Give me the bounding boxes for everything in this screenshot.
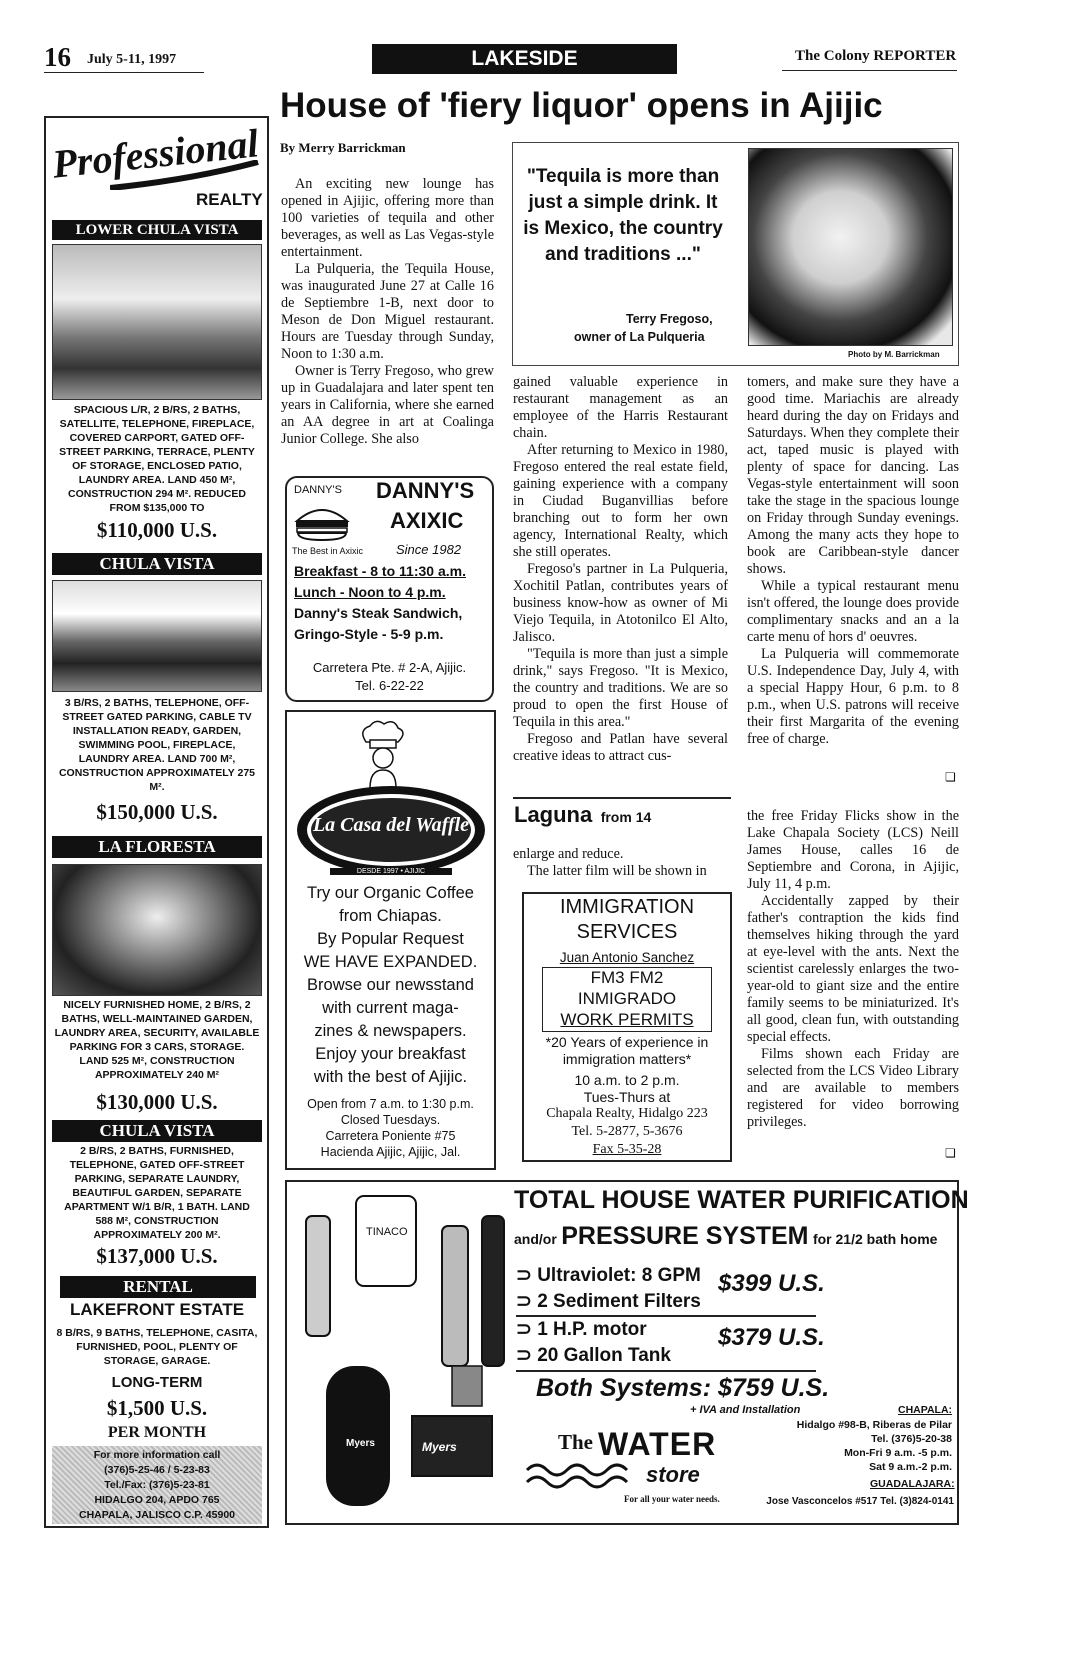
- listing-price: $150,000 U.S.: [96, 800, 218, 824]
- realty-brand-script: Professional: [50, 120, 261, 187]
- arrow-icon: ⊃: [516, 1265, 538, 1286]
- water-price-b: $379 U.S.: [718, 1324, 825, 1351]
- water-iva: + IVA and Installation: [690, 1404, 801, 1416]
- listing-description: 2 B/RS, 2 BATHS, FURNISHED, TELEPHONE, GATED OFF-STREET PARKING, SEPARATE LAUNDRY, BEAUTIFUL GARDEN, SEPARATE APARTMENT W/1 B/R, 1 BATH. LAND 588 M², CONSTRUCTION APPROXIMATELY 200 M².: [64, 1145, 250, 1241]
- realty-contact-text: [52, 1448, 262, 1523]
- immigration-fax: Fax 5-35-28: [592, 1142, 662, 1157]
- for-home-label: for 21/2 bath home: [812, 1231, 938, 1247]
- laguna-paragraph: Accidentally zapped by their father's contraption the kids find themselves hiking through the yard at eye-level with the ants. Next the scientist carelessly enlarges the two-year-old to giant size and the entire family seems to be miniaturized. It's all good, clean fun, with outstanding special effects.: [747, 893, 959, 1045]
- article-paragraph: La Pulqueria will commemorate U.S. Independence Day, July 4, with a special Happy Hour, 6 p.m. to 8 p.m., when U.S. patrons will receive their first Margarita of the evening free of charge.: [747, 646, 959, 747]
- water-tagline: For all your water needs.: [624, 1494, 720, 1504]
- water-both-systems: Both Systems: $759 U.S.: [536, 1374, 830, 1402]
- waffle-line: with the best of Ajijic.: [313, 1068, 468, 1086]
- laguna-rule: [513, 797, 731, 799]
- dannys-special-1: Danny's Steak Sandwich,: [294, 605, 463, 621]
- header-rule-left: [44, 72, 204, 73]
- article-paragraph: Fregoso's partner in La Pulqueria, Xochitil Patlan, contributes years of business know-how as owner of Mi Viejo Tequila, in Atotonilco El Alto, Jalisco.: [513, 561, 728, 645]
- laguna-title: [514, 802, 651, 828]
- section-label: LAKESIDE: [372, 44, 677, 74]
- rental-price: $1,500 U.S.: [106, 1396, 208, 1420]
- burger-icon: [293, 503, 351, 541]
- water-item-4: [516, 1344, 671, 1367]
- end-mark: ❏: [945, 770, 956, 784]
- chapala-head: CHAPALA:: [898, 1404, 953, 1416]
- waffle-line: zines & newspapers.: [314, 1022, 467, 1040]
- contact-line: (376)5-25-46 / 5-23-83: [104, 1464, 210, 1476]
- water-item-2: [516, 1290, 701, 1313]
- waffle-line: WE HAVE EXPANDED.: [303, 953, 478, 971]
- pullquote-text: "Tequila is more than just a simple drink. It is Mexico, the country and traditions ...": [523, 166, 723, 265]
- listing-band: LA FLORESTA: [52, 836, 262, 858]
- waffle-logo-sub: DESDE 1997 • AJIJIC: [330, 868, 452, 875]
- dannys-town: AXIXIC: [390, 508, 464, 533]
- listing-band: CHULA VISTA: [52, 553, 262, 575]
- waffle-line: from Chiapas.: [339, 907, 442, 925]
- laguna-from: from 14: [600, 809, 652, 825]
- waffle-line: Browse our newsstand: [307, 976, 474, 994]
- page-number: 16: [44, 42, 71, 72]
- laguna-column-1: [513, 846, 731, 880]
- waffle-small-line: Closed Tuesdays.: [340, 1113, 441, 1127]
- myers-label-pump: Myers: [422, 1440, 457, 1454]
- pressure-label: PRESSURE SYSTEM: [561, 1222, 809, 1250]
- listing-photo: [52, 244, 262, 400]
- rental-per: PER MONTH: [107, 1424, 207, 1441]
- listing-description: NICELY FURNISHED HOME, 2 B/RS, 2 BATHS, WELL-MAINTAINED GARDEN, LAUNDRY AREA, SECURITY, AVAILABLE PARKING FOR 3 CARS, STORAGE. LAND 525 M², CONSTRUCTION APPROXIMATELY 240 M²: [54, 999, 260, 1081]
- water-item-3: [516, 1318, 647, 1341]
- water-price-a: $399 U.S.: [718, 1270, 825, 1297]
- immigration-title-2: SERVICES: [576, 921, 678, 943]
- immigration-permit-2: INMIGRADO: [577, 989, 677, 1008]
- item-text: 20 Gallon Tank: [537, 1345, 671, 1366]
- immigration-tel: Tel. 5-2877, 5-3676: [571, 1124, 683, 1139]
- dannys-tel: Tel. 6-22-22: [355, 678, 424, 693]
- chapala-info: [760, 1418, 952, 1474]
- immigration-place: Chapala Realty, Hidalgo 223: [546, 1106, 708, 1121]
- photo-credit: Photo by M. Barrickman: [848, 350, 940, 359]
- waffle-line: Enjoy your breakfast: [315, 1045, 466, 1063]
- arrow-icon: ⊃: [516, 1291, 538, 1312]
- gdl-line: Jose Vasconcelos #517 Tel. (3)824-0141: [766, 1496, 954, 1507]
- immigration-title-1: IMMIGRATION: [559, 896, 695, 918]
- listing-price: $130,000 U.S.: [96, 1090, 218, 1114]
- laguna-column-2: [747, 808, 959, 1131]
- tank-label: TINACO: [366, 1226, 408, 1238]
- contact-line: For more information call: [93, 1449, 221, 1461]
- contact-line: Tel./Fax: (376)5-23-81: [104, 1479, 210, 1491]
- dannys-special-2: Gringo-Style - 5-9 p.m.: [294, 626, 444, 642]
- waffle-line: Try our Organic Coffee: [307, 884, 474, 902]
- immigration-permit-1: FM3 FM2: [590, 968, 664, 987]
- waffle-small-line: Carretera Poniente #75: [325, 1129, 456, 1143]
- laguna-paragraph: enlarge and reduce.: [513, 846, 624, 862]
- article-column-3: [747, 374, 959, 748]
- waffle-line: with current maga-: [322, 999, 459, 1017]
- item-text: Ultraviolet: 8 GPM: [537, 1265, 701, 1286]
- immigration-agent: Juan Antonio Sanchez: [559, 950, 695, 965]
- pullquote-name: Terry Fregoso,: [626, 312, 713, 326]
- chapala-line: Tel. (376)5-20-38: [871, 1433, 952, 1445]
- waffle-copy: [287, 882, 494, 1089]
- waffle-small-line: Hacienda Ajijic, Ajijic, Jal.: [320, 1145, 461, 1159]
- water-logo-store: store: [646, 1462, 700, 1487]
- waffle-small-line: Open from 7 a.m. to 1:30 p.m.: [307, 1097, 474, 1111]
- waffle-small-print: [287, 1096, 494, 1160]
- chapala-line: Mon-Fri 9 a.m. -5 p.m.: [844, 1447, 952, 1459]
- article-paragraph: After returning to Mexico in 1980, Fregoso entered the real estate field, gaining experience with a company in Ciudad Buganvillias before branching out to form her own agency, International Realty, which she still operates.: [513, 442, 728, 560]
- listing-band: LOWER CHULA VISTA: [52, 220, 262, 240]
- header-rule-right: [782, 70, 957, 71]
- arrow-icon: ⊃: [516, 1319, 538, 1340]
- dannys-big-name: DANNY'S: [376, 478, 475, 503]
- gdl-head: GUADALAJARA:: [870, 1478, 955, 1490]
- laguna-paragraph: The latter film will be shown in: [527, 863, 707, 879]
- water-logo-word: WATER: [598, 1426, 717, 1462]
- water-wave-icon: [525, 1460, 635, 1494]
- rental-band: RENTAL: [60, 1276, 256, 1298]
- item-text: 2 Sediment Filters: [537, 1291, 701, 1312]
- chapala-line: Hidalgo #98-B, Riberas de Pilar: [796, 1419, 952, 1431]
- article-column-1: [281, 176, 494, 448]
- listing-photo: [52, 580, 262, 692]
- arrow-icon: ⊃: [516, 1345, 538, 1366]
- listing-price: $137,000 U.S.: [96, 1244, 218, 1268]
- article-paragraph: Owner is Terry Fregoso, who grew up in Guadalajara and later spent ten years in California, where she earned an AA degree in art at Coalinga Junior College. She also: [281, 363, 494, 447]
- article-paragraph: La Pulqueria, the Tequila House, was inaugurated June 27 at Calle 16 de Septiembre 1-B, next door to Meson de Don Miguel restaurant. Hours are Tuesday through Sunday, Noon to 1:30 a.m.: [281, 261, 494, 362]
- listing-band: CHULA VISTA: [52, 1120, 262, 1142]
- contact-line: HIDALGO 204, APDO 765: [94, 1494, 220, 1506]
- dannys-lunch: Lunch - Noon to 4 p.m.: [294, 584, 446, 600]
- portrait-photo: [748, 148, 953, 346]
- laguna-end-mark: ❏: [945, 1146, 956, 1160]
- waffle-logo-text: La Casa del Waffle: [312, 814, 470, 836]
- listing-description: 3 B/RS, 2 BATHS, TELEPHONE, OFF-STREET GATED PARKING, CABLE TV INSTALLATION READY, GARDEN, SWIMMING POOL, FIREPLACE, LAUNDRY AREA. LAND 700 M², CONSTRUCTION APPROXIMATELY 275 M².: [58, 697, 256, 793]
- chapala-line: Sat 9 a.m.-2 p.m.: [869, 1461, 952, 1473]
- water-divider: [516, 1370, 816, 1372]
- water-divider: [516, 1315, 816, 1317]
- water-logo-the: The: [558, 1430, 594, 1454]
- realty-swoosh: [110, 160, 260, 190]
- issue-date: July 5-11, 1997: [87, 52, 177, 67]
- article-paragraph: "Tequila is more than just a simple drink," says Fregoso. "It is Mexico, the country and traditions. We are so proud to open the first House of Tequila in this area.": [513, 646, 728, 730]
- dannys-address: Carretera Pte. # 2-A, Ajijic.: [312, 660, 467, 675]
- item-text: 1 H.P. motor: [537, 1319, 647, 1340]
- article-paragraph: Fregoso and Patlan have several creative ideas to attract cus-: [513, 731, 728, 764]
- myers-label-tank: Myers: [346, 1438, 375, 1449]
- article-paragraph: An exciting new lounge has opened in Ajijic, offering more than 100 varieties of tequila and other beverages, as well as Las Vegas-style entertainment.: [281, 176, 494, 260]
- dannys-small-name: DANNY'S: [294, 484, 342, 496]
- water-item-1: [516, 1264, 701, 1287]
- dannys-since: Since 1982: [396, 542, 462, 557]
- rental-description: 8 B/RS, 9 BATHS, TELEPHONE, CASITA, FURNISHED, POOL, PLENTY OF STORAGE, GARAGE.: [56, 1327, 258, 1367]
- laguna-word: Laguna: [514, 802, 593, 827]
- immigration-experience: *20 Years of experience in immigration matters*: [545, 1034, 709, 1067]
- water-pressure-line: [514, 1222, 937, 1251]
- dannys-best: The Best in Axixic: [292, 546, 364, 556]
- listing-description: SPACIOUS L/R, 2 B/RS, 2 BATHS, SATELLITE, TELEPHONE, FIREPLACE, COVERED CARPORT, GATED OFF-STREET PARKING, TERRACE, PLENTY OF STORAGE, ENCLOSED PATIO, LAUNDRY AREA. LAND 450 M², CONSTRUCTION 294 M². REDUCED FROM $135,000 TO: [59, 404, 255, 514]
- pullquote-title: owner of La Pulqueria: [574, 330, 705, 344]
- waffle-line: By Popular Request: [317, 930, 464, 948]
- article-paragraph: gained valuable experience in restaurant management as an employee of the Harris Restaurant chain.: [513, 374, 728, 441]
- rental-title: LAKEFRONT ESTATE: [69, 1300, 245, 1319]
- and-or-label: and/or: [514, 1231, 557, 1247]
- water-title: TOTAL HOUSE WATER PURIFICATION: [514, 1186, 969, 1214]
- contact-line: CHAPALA, JALISCO C.P. 45900: [79, 1509, 235, 1521]
- dannys-breakfast: Breakfast - 8 to 11:30 a.m.: [294, 563, 466, 579]
- laguna-paragraph: Films shown each Friday are selected from the LCS Video Library and are available to members registered for video borrowing privileges.: [747, 1046, 959, 1130]
- paper-name: The Colony REPORTER: [795, 48, 957, 64]
- headline: House of 'fiery liquor' opens in Ajijic: [280, 86, 883, 125]
- immigration-days: Tues-Thurs at: [583, 1089, 671, 1105]
- immigration-hours: 10 a.m. to 2 p.m.: [574, 1072, 680, 1088]
- article-paragraph: While a typical restaurant menu isn't offered, the lounge does provide complimentary snacks and an a la carte menu of hors d' oeuvres.: [747, 578, 959, 645]
- byline: By Merry Barrickman: [280, 140, 406, 155]
- laguna-paragraph: the free Friday Flicks show in the Lake Chapala Society (LCS) Neill James House, calles 16 de Septiembre and Corona, in Ajijic, July 11, 4 p.m.: [747, 808, 959, 892]
- article-paragraph: tomers, and make sure they have a good time. Mariachis are already heard during the day on Fridays and Saturdays. When they complete their act, taped music is played with plenty of space for dancing. Las Vegas-style entertainment will soon take the stage in the spacious lounge on Friday through Sunday evenings. Among the many acts they hope to book are Caribbean-style dancer shows.: [747, 374, 959, 577]
- listing-photo: [52, 864, 262, 996]
- article-column-2: [513, 374, 728, 765]
- listing-price: $110,000 U.S.: [96, 518, 218, 542]
- rental-term: LONG-TERM: [111, 1374, 203, 1391]
- realty-brand-sub: REALTY: [196, 190, 263, 209]
- immigration-permit-3: WORK PERMITS: [560, 1010, 694, 1029]
